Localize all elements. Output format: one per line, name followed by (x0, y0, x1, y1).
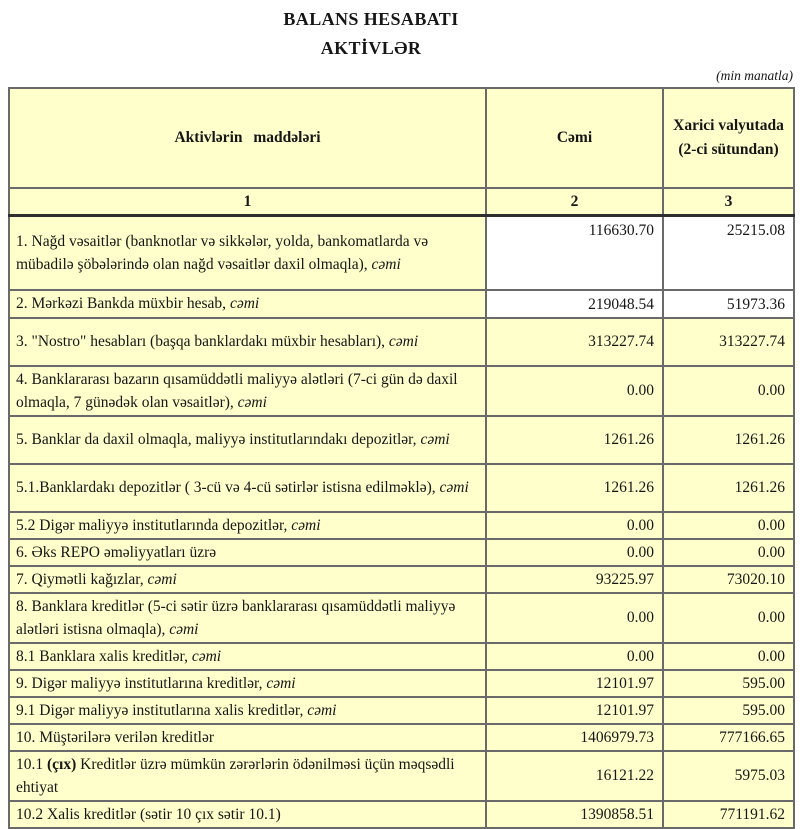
cell-total-value: 12101.97 (486, 697, 663, 724)
row-label (9, 416, 486, 464)
row-label (9, 512, 486, 539)
cell-total-value: 1390858.51 (486, 801, 663, 828)
table-row (9, 670, 794, 697)
row-label-italic: cəmi (420, 431, 450, 448)
row-label (9, 643, 486, 670)
row-label-italic: cəmi (307, 701, 337, 719)
cell-total-value: 16121.22 (486, 751, 663, 801)
cell-total-value: 116630.70 (486, 216, 663, 290)
row-label-text: 8. Banklara kreditlər (5-ci sətir üzrə banklararası qısamüddətli maliyyə alətləri istisna olmaqla), (16, 597, 456, 638)
cell-fx-value: 313227.74 (663, 318, 794, 366)
cell-total-value: 219048.54 (486, 290, 663, 318)
cell-fx-value: 595.00 (663, 670, 794, 697)
row-label-text: 8.1 Banklara xalis kreditlər, (16, 647, 192, 665)
row-label-italic: cəmi (147, 570, 177, 588)
row-label-text: 10.2 Xalis kreditlər (sətir 10 çıx sətir 10.1) (16, 805, 281, 823)
cell-fx-value: 595.00 (663, 697, 794, 724)
unit-note: (min manatla) (716, 68, 793, 83)
column-number-3: 3 (663, 188, 794, 216)
table-row (9, 643, 794, 670)
row-label (9, 801, 486, 828)
column-number-row (9, 188, 794, 216)
row-label-text: 5.2 Digər maliyyə institutlarında depozitlər, (16, 516, 292, 534)
row-label-italic: cəmi (439, 479, 469, 496)
cell-fx-value: 73020.10 (663, 566, 794, 593)
table-row (9, 366, 794, 416)
column-header-total: Cəmi (486, 88, 663, 188)
cell-total-value: 1406979.73 (486, 724, 663, 751)
row-label (9, 318, 486, 366)
cell-fx-value: 0.00 (663, 593, 794, 643)
row-label (9, 751, 486, 801)
row-label-italic: cəmi (237, 393, 267, 411)
column-number-2: 2 (486, 188, 663, 216)
row-label-text: 2. Mərkəzi Bankda müxbir hesab, (16, 295, 230, 312)
column-header-fx: Xarici valyutada (2-ci sütundan) (663, 88, 794, 188)
cell-total-value: 12101.97 (486, 670, 663, 697)
cell-fx-value: 0.00 (663, 366, 794, 416)
cell-total-value: 0.00 (486, 512, 663, 539)
cell-fx-value: 777166.65 (663, 724, 794, 751)
table-row (9, 216, 794, 290)
row-label-text: 7. Qiymətli kağızlar, (16, 570, 148, 588)
table-row (9, 512, 794, 539)
table-row (9, 801, 794, 828)
table-row (9, 416, 794, 464)
row-label (9, 290, 486, 318)
cell-fx-value: 0.00 (663, 539, 794, 566)
cell-total-value: 93225.97 (486, 566, 663, 593)
row-label (9, 366, 486, 416)
row-label (9, 464, 486, 512)
row-label-italic: cəmi (229, 295, 260, 312)
column-header-items: Aktivlərin maddələri (9, 88, 486, 188)
cell-total-value: 1261.26 (486, 416, 663, 464)
row-label-italic: cəmi (388, 333, 419, 350)
cell-total-value: 313227.74 (486, 318, 663, 366)
row-label-italic: cəmi (371, 255, 401, 273)
table-row (9, 751, 794, 801)
row-label (9, 216, 486, 290)
table-row (9, 593, 794, 643)
table-row (9, 318, 794, 366)
row-label-text: 10. Müştərilərə verilən kreditlər (16, 728, 214, 746)
row-label-italic: cəmi (266, 674, 296, 692)
cell-fx-value: 0.00 (663, 512, 794, 539)
cell-fx-value: 25215.08 (663, 216, 794, 290)
row-label (9, 670, 486, 697)
row-label-text: 5.1.Banklardakı depozitlər ( 3-cü və 4-cü sətirlər istisna edilməklə), (16, 479, 440, 496)
cell-fx-value: 51973.36 (663, 290, 794, 318)
row-label (9, 724, 486, 751)
cell-fx-value: 771191.62 (663, 801, 794, 828)
cell-total-value: 0.00 (486, 366, 663, 416)
cell-fx-value: 1261.26 (663, 464, 794, 512)
report-title-line1: BALANS HESABATI (283, 9, 459, 29)
row-label (9, 539, 486, 566)
row-label-italic: cəmi (169, 620, 199, 638)
header-row (9, 88, 794, 188)
cell-total-value: 0.00 (486, 593, 663, 643)
table-row (9, 697, 794, 724)
column-number-1: 1 (9, 188, 486, 216)
row-label-text: Kreditlər üzrə mümkün zərərlərin ödənilməsi üçün məqsədli ehtiyat (16, 755, 455, 796)
cell-fx-value: 1261.26 (663, 416, 794, 464)
row-label-text: 5. Banklar da daxil olmaqla, maliyyə institutlarındakı depozitlər, (16, 431, 421, 448)
row-label-text: 6. Əks REPO əməliyyatları üzrə (16, 543, 217, 561)
row-label (9, 697, 486, 724)
row-label (9, 593, 486, 643)
row-label-bold: (çıx) (47, 755, 77, 773)
table-row (9, 724, 794, 751)
cell-fx-value: 5975.03 (663, 751, 794, 801)
report-title-line2: AKTİVLƏR (320, 38, 422, 58)
table-row (9, 539, 794, 566)
table-row (9, 290, 794, 318)
table-row (9, 566, 794, 593)
row-label (9, 566, 486, 593)
cell-total-value: 0.00 (486, 643, 663, 670)
cell-fx-value: 0.00 (663, 643, 794, 670)
cell-total-value: 1261.26 (486, 464, 663, 512)
row-label-text: 3. "Nostro" hesabları (başqa banklardakı müxbir hesabları), (16, 333, 389, 350)
row-label-text: 1. Nağd vəsaitlər (banknotlar və sikkələr, yolda, bankomatlarda və mübadilə şöbələrində olan nağd vəsaitlər daxil olmaqla), (16, 232, 429, 273)
balance-table (8, 87, 795, 829)
report-title (0, 0, 742, 63)
row-label-text: 4. Banklararası bazarın qısamüddətli maliyyə alətləri (7-ci gün də daxil olmaqla, 7 günədək olan vəsaitlər), (16, 370, 458, 411)
table-row (9, 464, 794, 512)
row-label-italic: cəmi (291, 516, 321, 534)
row-label-text: 9.1 Digər maliyyə institutlarına xalis kreditlər, (16, 701, 308, 719)
row-label-text: 9. Digər maliyyə institutlarına kreditlər, (16, 674, 267, 692)
table-body (9, 216, 794, 828)
cell-total-value: 0.00 (486, 539, 663, 566)
row-label-text: 10.1 (16, 755, 47, 773)
row-label-italic: cəmi (191, 647, 222, 665)
